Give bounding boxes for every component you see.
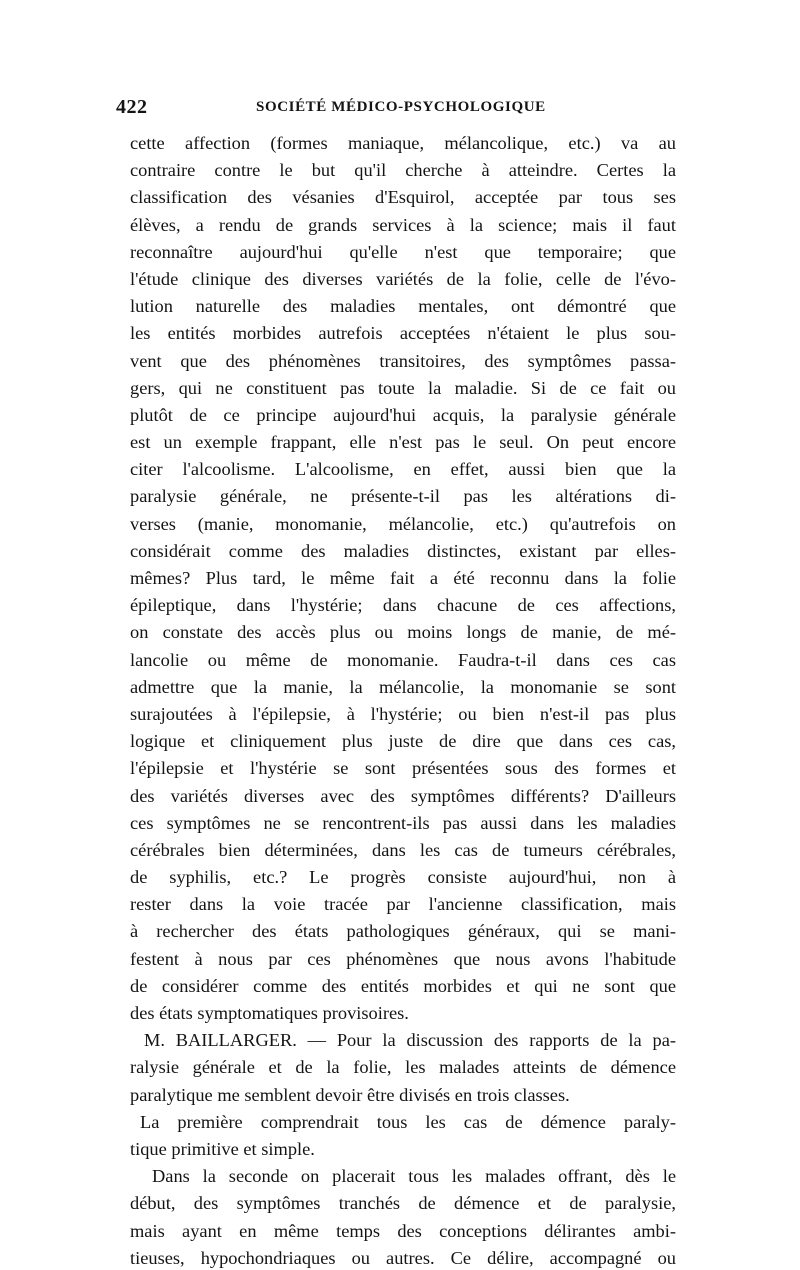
- text-line: cérébrales bien déterminées, dans les cas de tumeurs cérébrales,: [130, 839, 676, 860]
- running-title: SOCIÉTÉ MÉDICO-PSYCHOLOGIQUE: [256, 99, 546, 115]
- text-line: gers, qui ne constituent pas toute la maladie. Si de ce fait ou: [130, 377, 676, 398]
- text-line: lancolie ou même de monomanie. Faudra-t-il dans ces cas: [130, 649, 676, 670]
- text-line: mêmes? Plus tard, le même fait a été reconnu dans la folie: [130, 568, 676, 588]
- text-line: l'étude clinique des diverses variétés de la folie, celle de l'évo-: [130, 268, 676, 289]
- text-line: l'épilepsie et l'hystérie se sont présentées sous des formes et: [130, 758, 676, 779]
- text-line: les entités morbides autrefois acceptées n'étaient le plus sou-: [130, 323, 676, 344]
- text-line: tique primitive et simple.: [130, 1138, 315, 1159]
- text-line: ces symptômes ne se rencontrent-ils pas aussi dans les maladies: [130, 812, 676, 833]
- text-line: classification des vésanies d'Esquirol, acceptée par tous ses: [130, 187, 676, 208]
- text-line: des variétés diverses avec des symptômes différents? D'ailleurs: [130, 785, 676, 806]
- text-line: surajoutées à l'épilepsie, à l'hystérie; ou bien n'est-il pas plus: [130, 703, 676, 724]
- text-line: des états symptomatiques provisoires.: [130, 1003, 409, 1023]
- text-line: vent que des phénomènes transitoires, des symptômes passa-: [130, 350, 676, 371]
- text-line: verses (manie, monomanie, mélancolie, etc.) qu'autrefois on: [130, 513, 676, 534]
- text-line: élèves, a rendu de grands services à la science; mais il faut: [130, 214, 676, 235]
- text-line: La première comprendrait tous les cas de démence paraly-: [140, 1111, 676, 1132]
- text-line: début, des symptômes tranchés de démence et de paralysie,: [130, 1193, 676, 1214]
- text-line: cette affection (formes maniaque, mélancolique, etc.) va au: [130, 133, 676, 153]
- text-line: festent à nous par ces phénomènes que nous avons l'habitude: [130, 948, 676, 969]
- text-line: contraire contre le but qu'il cherche à atteindre. Certes la: [130, 160, 676, 181]
- text-line: épileptique, dans l'hystérie; dans chacune de ces affections,: [130, 595, 676, 616]
- text-line: lution naturelle des maladies mentales, ont démontré que: [130, 296, 676, 317]
- text-line: paralysie générale, ne présente-t-il pas les altérations di-: [130, 486, 676, 507]
- text-line: mais ayant en même temps des conceptions délirantes ambi-: [130, 1220, 676, 1241]
- text-line: de considérer comme des entités morbides et qui ne sont que: [130, 975, 676, 996]
- text-line: ralysie générale et de la folie, les malades atteints de démence: [130, 1057, 676, 1078]
- text-line: considérait comme des maladies distinctes, existant par elles-: [130, 540, 676, 561]
- text-line: admettre que la manie, la mélancolie, la monomanie se sont: [130, 676, 676, 697]
- text-line: de syphilis, etc.? Le progrès consiste aujourd'hui, non à: [130, 867, 676, 888]
- text-line: Dans la seconde on placerait tous les malades offrant, dès le: [152, 1166, 676, 1187]
- text-line: à rechercher des états pathologiques généraux, qui se mani-: [130, 921, 676, 942]
- text-line: plutôt de ce principe aujourd'hui acquis, la paralysie générale: [130, 404, 676, 425]
- text-line: logique et cliniquement plus juste de dire que dans ces cas,: [130, 731, 676, 752]
- text-line: paralytique me semblent devoir être divisés en trois classes.: [130, 1084, 570, 1105]
- body-text: [130, 130, 676, 1270]
- text-line: M. BAILLARGER. — Pour la discussion des rapports de la pa-: [144, 1030, 676, 1051]
- text-line: reconnaître aujourd'hui qu'elle n'est que temporaire; que: [130, 241, 676, 262]
- text-line: citer l'alcoolisme. L'alcoolisme, en effet, aussi bien que la: [130, 459, 676, 480]
- text-line: rester dans la voie tracée par l'ancienne classification, mais: [130, 894, 676, 915]
- text-line: est un exemple frappant, elle n'est pas le seul. On peut encore: [130, 432, 676, 453]
- page-number: 422: [116, 96, 148, 118]
- page-header: [116, 96, 676, 126]
- text-line: tieuses, hypochondriaques ou autres. Ce délire, accompagné ou: [130, 1247, 676, 1268]
- text-line: on constate des accès plus ou moins longs de manie, de mé-: [130, 622, 676, 643]
